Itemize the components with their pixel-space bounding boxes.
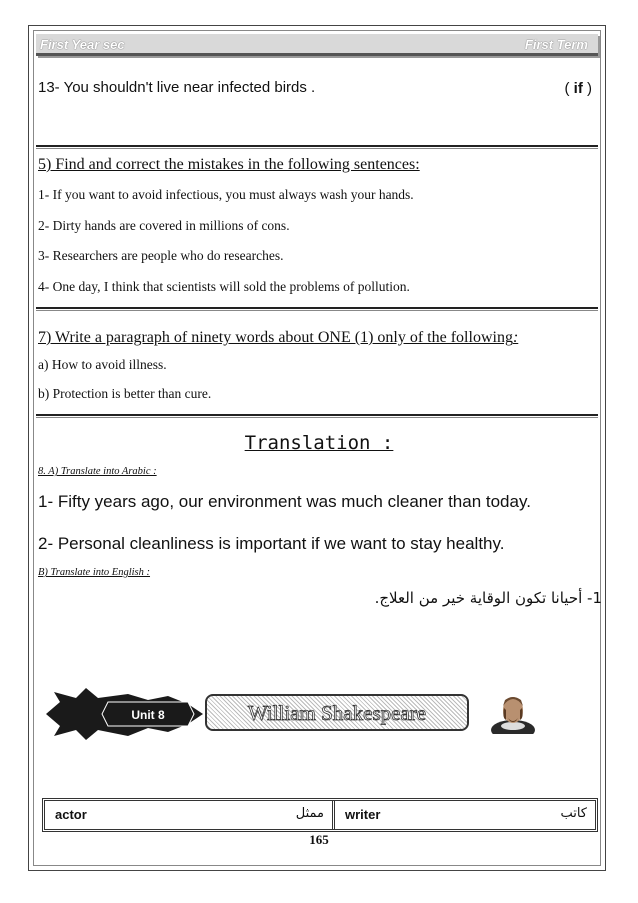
translation-title: Translation : (244, 432, 394, 454)
section-5-title: 5) Find and correct the mistakes in the following sentences: (38, 156, 420, 173)
question-13: 13- You shouldn't live near infected birds . (38, 79, 316, 96)
vocab-english: writer (345, 807, 381, 822)
translation-arabic-item: 1- أحيانا تكون الوقاية خير من العلاج. (374, 589, 602, 607)
table-row (335, 801, 595, 829)
header-left: First Year sec (40, 37, 125, 52)
section-divider (36, 307, 598, 311)
list-item: 3- Researchers are people who do researches. (38, 248, 284, 263)
unit-title: William Shakespeare (247, 701, 427, 725)
section-divider (36, 145, 598, 149)
list-item: 2- Dirty hands are covered in millions of cons. (38, 218, 290, 233)
list-item: b) Protection is better than cure. (38, 386, 212, 401)
starburst-badge-icon (38, 688, 203, 740)
vocab-english: actor (55, 807, 87, 822)
vocab-arabic: كاتب (560, 806, 587, 821)
page-header (36, 34, 598, 56)
list-item: 1- If you want to avoid infectious, you must always wash your hands. (38, 187, 414, 202)
section-7-title: 7) Write a paragraph of ninety words about ONE (1) only of the following: (38, 329, 519, 346)
translation-item: 2- Personal cleanliness is important if we want to stay healthy. (38, 534, 505, 553)
vocabulary-table (42, 798, 598, 832)
translation-item: 1- Fifty years ago, our environment was much cleaner than today. (38, 492, 531, 511)
unit-title-banner (205, 694, 469, 731)
list-item: 4- One day, I think that scientists will sold the problems of pollution. (38, 279, 410, 294)
shakespeare-portrait-icon (488, 690, 538, 734)
translation-part-a: 8. A) Translate into Arabic : (38, 466, 157, 477)
translation-part-b: B) Translate into English : (38, 567, 151, 578)
table-row (45, 801, 335, 829)
list-item: a) How to avoid illness. (38, 357, 167, 372)
header-right: First Term (524, 37, 588, 52)
vocab-arabic: ممثل (295, 806, 324, 821)
unit-label: Unit 8 (131, 708, 165, 722)
page-number: 165 (309, 832, 329, 847)
question-13-hint: ( if ) (564, 80, 592, 97)
section-divider (36, 414, 598, 418)
